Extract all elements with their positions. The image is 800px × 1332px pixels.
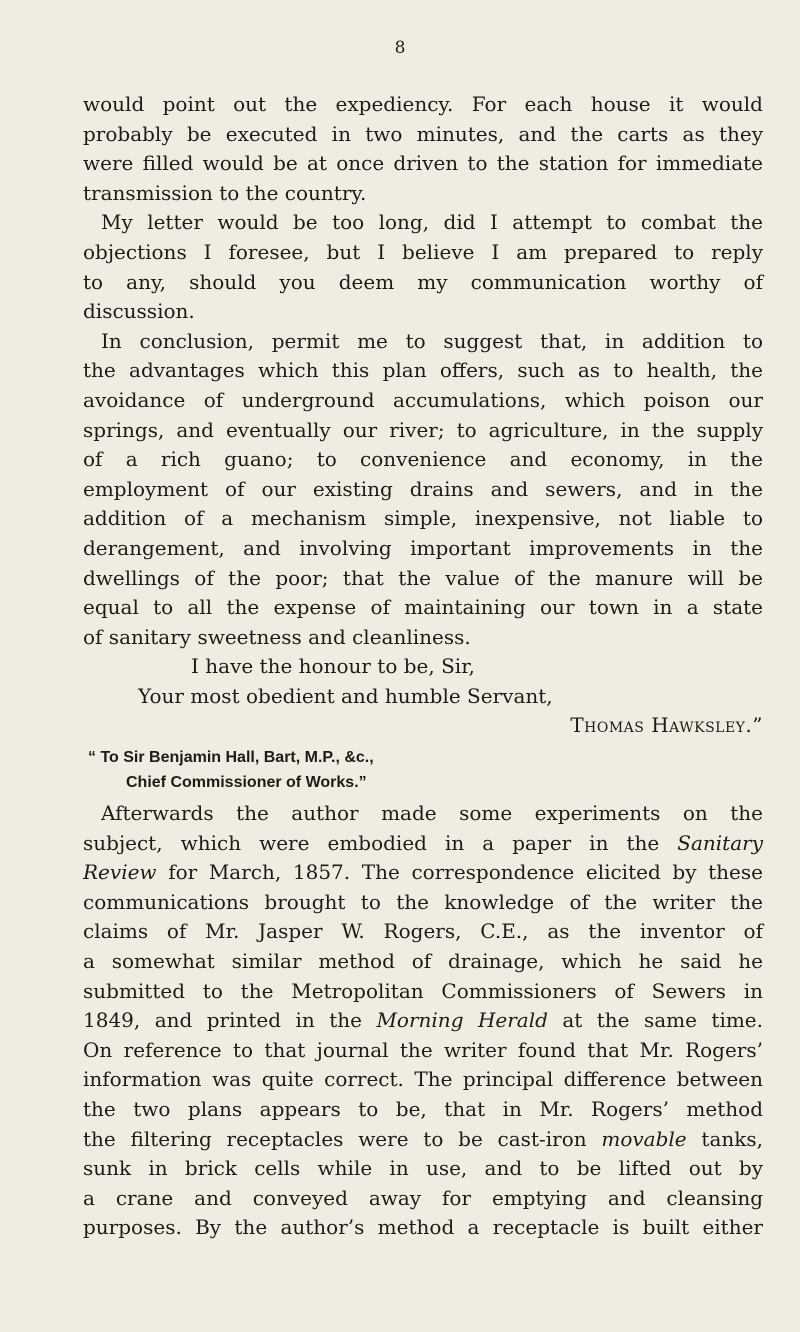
newspaper-title: Morning Herald	[376, 1008, 548, 1033]
text-line: purposes. By the author’s method a receptacle is built either	[83, 1215, 763, 1240]
text-line: employment of our existing drains and sewers, and in the	[83, 476, 763, 501]
paragraph-objections	[83, 208, 763, 326]
page-number: 8	[394, 38, 406, 58]
text-line: Afterwards the author made some experiments on the	[101, 801, 763, 826]
text-line: equal to all the expense of maintaining our town in a state	[83, 595, 763, 620]
text-line	[83, 829, 763, 859]
paragraph-expediency	[83, 90, 763, 208]
text-line: sunk in brick cells while in use, and to be lifted out by	[83, 1156, 763, 1181]
text-line: discussion.	[83, 299, 195, 324]
paragraph-conclusion	[83, 327, 763, 653]
page-body	[83, 90, 763, 1243]
text-run: the filtering receptacles were to be cast-iron	[83, 1126, 602, 1151]
text-line: submitted to the Metropolitan Commissioners of Sewers in	[83, 978, 763, 1003]
paragraph-afterwards	[83, 799, 763, 1243]
text-line: In conclusion, permit me to suggest that, in addition to	[101, 328, 763, 353]
text-run: subject, which were embodied in a paper in the	[83, 830, 678, 855]
signature-servant: Your most obedient and humble Servant,	[138, 683, 553, 708]
signature-name: Thomas Hawksley.”	[570, 713, 763, 738]
text-line	[83, 1125, 763, 1155]
text-line: of a rich guano; to convenience and economy, in the	[83, 447, 763, 472]
text-line: avoidance of underground accumulations, which poison our	[83, 387, 763, 412]
letter-signature	[83, 652, 763, 741]
journal-title-review: Review	[83, 860, 157, 885]
text-run: at the same time.	[547, 1008, 763, 1033]
text-run: for March, 1857. The correspondence elicited by these	[156, 860, 763, 885]
text-line: a crane and conveyed away for emptying and cleansing	[83, 1185, 763, 1210]
text-line: would point out the expediency. For each house it would	[83, 92, 763, 116]
text-line: derangement, and involving important improvements in the	[83, 535, 763, 560]
text-line: claims of Mr. Jasper W. Rogers, C.E., as the inventor of	[83, 919, 763, 944]
text-run: 1849, and printed in the	[83, 1008, 377, 1033]
text-line: transmission to the country.	[83, 180, 367, 205]
text-line: probably be executed in two minutes, and the carts as they	[83, 121, 763, 146]
text-line: My letter would be too long, did I attempt to combat the	[101, 210, 763, 235]
signature-closing: I have the honour to be, Sir,	[191, 654, 475, 679]
text-line: communications brought to the knowledge of the writer the	[83, 889, 763, 914]
text-line: springs, and eventually our river; to agriculture, in the supply	[83, 417, 763, 442]
text-line: dwellings of the poor; that the value of the manure will be	[83, 565, 763, 590]
text-line: information was quite correct. The principal difference between	[83, 1067, 763, 1092]
text-line: objections I foresee, but I believe I am prepared to reply	[83, 239, 763, 264]
text-line: to any, should you deem my communication worthy of	[83, 269, 763, 294]
text-line	[83, 1006, 763, 1036]
text-line: a somewhat similar method of drainage, which he said he	[83, 949, 763, 974]
text-line: of sanitary sweetness and cleanliness.	[83, 624, 471, 649]
text-line: the two plans appears to be, that in Mr. Rogers’ method	[83, 1097, 763, 1121]
text-line: On reference to that journal the writer found that Mr. Rogers’	[83, 1037, 763, 1062]
address-title: Chief Commissioner of Works.”	[126, 774, 367, 792]
text-line: were filled would be at once driven to the station for immediate	[83, 151, 763, 176]
text-line: addition of a mechanism simple, inexpensive, not liable to	[83, 506, 763, 531]
text-line	[83, 858, 763, 888]
emphasis-movable: movable	[601, 1126, 687, 1151]
text-line: the advantages which this plan offers, such as to health, the	[83, 358, 763, 383]
address-recipient: “ To Sir Benjamin Hall, Bart, M.P., &c.,	[88, 749, 374, 767]
text-run: tanks,	[686, 1126, 763, 1151]
letter-address	[83, 745, 763, 795]
journal-title-sanitary: Sanitary	[677, 830, 763, 855]
